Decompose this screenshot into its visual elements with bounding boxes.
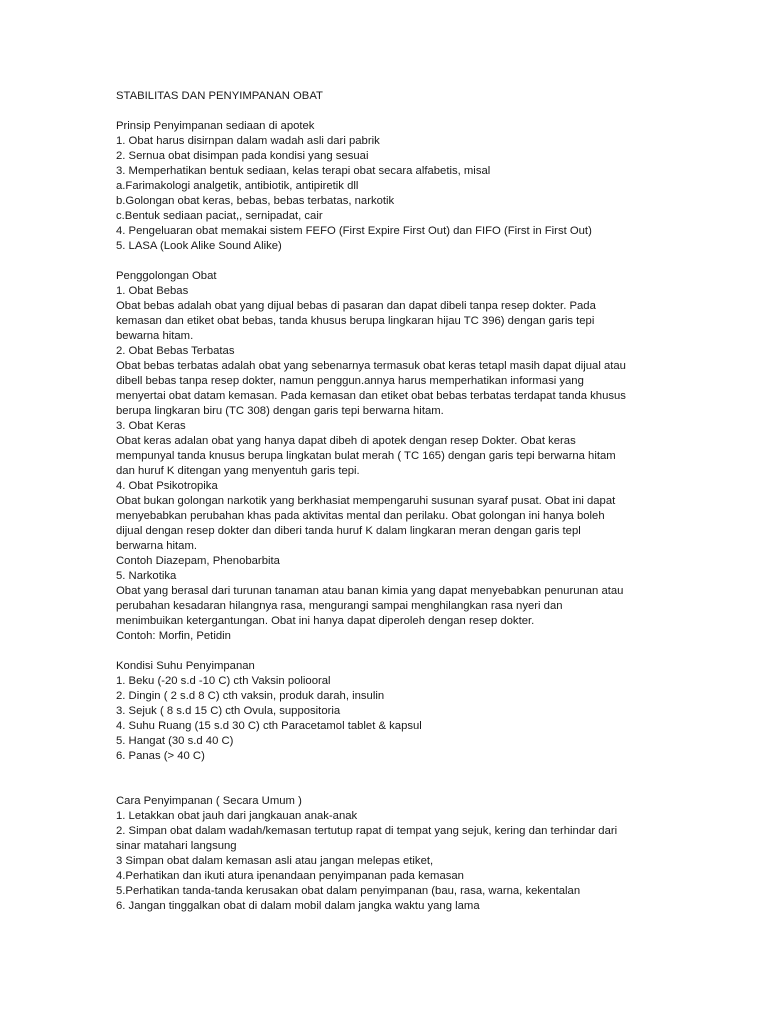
list-item: 5. LASA (Look Alike Sound Alike) [116,240,282,252]
list-item: 2. Sernua obat disimpan pada kondisi yang sesuai [116,150,369,162]
text-line: Obat bebas adalah obat yang dijual bebas di pasaran dan dapat dibeli tanpa resep dokter. Pada [116,300,596,312]
document-body [116,89,656,914]
text-line: menyertai obat datam kemasan. Pada kemasan dan etiket obat bebas terbatas terdapat tanda khusus [116,390,626,402]
text-line: Obat yang berasal dari turunan tanaman atau banan kimia yang dapat menyebabkan penurunan atau [116,585,624,597]
list-item: c.Bentuk sediaan paciat,, sernipadat, cair [116,210,323,222]
text-line: Obat bukan golongan narkotik yang berkhasiat mempengaruhi susunan syaraf pusat. Obat ini dapat [116,495,616,507]
spacer [116,254,656,269]
section-heading-penggolongan: Penggolongan Obat [116,270,217,282]
list-item: a.Farimakologi analgetik, antibiotik, antipiretik dll [116,180,359,192]
list-item: 1. Beku (-20 s.d -10 C) cth Vaksin poliooral [116,675,331,687]
spacer [116,764,656,794]
text-line: Contoh Diazepam, Phenobarbita [116,555,280,567]
text-line: Obat bebas terbatas adalah obat yang sebenarnya termasuk obat keras tetapl masih dapat dijual atau [116,360,626,372]
text-line: dijual dengan resep dokter dan diberi tanda huruf K dalam lingkaran meran dengan garis tepl [116,525,581,537]
section-heading-cara: Cara Penyimpanan ( Secara Umum ) [116,795,302,807]
document-title: STABILITAS DAN PENYIMPANAN OBAT [116,90,323,102]
text-line: kemasan dan etiket obat bebas, tanda khusus berupa lingkaran hijau TC 396) dengan garis tepi [116,315,595,327]
text-line: 4. Obat Psikotropika [116,480,218,492]
list-item: 4. Pengeluaran obat memakai sistem FEFO (First Expire First Out) dan FIFO (First in First Out) [116,225,592,237]
list-item: 1. Obat harus disirnpan dalam wadah asli dari pabrik [116,135,380,147]
list-item: 3. Sejuk ( 8 s.d 15 C) cth Ovula, suppositoria [116,705,341,717]
text-line: dan huruf K ditengan yang menyentuh garis tepi. [116,465,360,477]
section-heading-suhu: Kondisi Suhu Penyimpanan [116,660,255,672]
spacer [116,644,656,659]
text-line: berwarna hitam. [116,540,197,552]
text-line: 2. Obat Bebas Terbatas [116,345,235,357]
list-item: 5.Perhatikan tanda-tanda kerusakan obat dalam penyimpanan (bau, rasa, warna, kekentalan [116,885,581,897]
text-line: perubahan kesadaran hilangnya rasa, mengurangi sampai menghilangkan rasa nyeri dan [116,600,563,612]
text-line: menyebabkan perubahan khas pada aktivitas mental dan perilaku. Obat golongan ini hanya boleh [116,510,605,522]
list-item: sinar matahari langsung [116,840,237,852]
list-item: 6. Jangan tinggalkan obat di dalam mobil dalam jangka waktu yang lama [116,900,480,912]
list-item: 2. Dingin ( 2 s.d 8 C) cth vaksin, produk darah, insulin [116,690,385,702]
text-line: 1. Obat Bebas [116,285,189,297]
list-item: 3 Simpan obat dalam kemasan asli atau jangan melepas etiket, [116,855,434,867]
text-line: mempunyal tanda knusus berupa lingkatan bulat merah ( TC 165) dengan garis tepi berwarna hitam [116,450,616,462]
list-item: 5. Hangat (30 s.d 40 C) [116,735,234,747]
spacer [116,104,656,119]
text-line: bewarna hitam. [116,330,194,342]
list-item: 2. Simpan obat dalam wadah/kemasan tertutup rapat di tempat yang sejuk, kering dan terhindar dari [116,825,618,837]
text-line: Obat keras adalan obat yang hanya dapat dibeh di apotek dengan resep Dokter. Obat keras [116,435,576,447]
list-item: 6. Panas (> 40 C) [116,750,205,762]
text-line: berupa lingkaran biru (TC 308) dengan garis tepi berwarna hitam. [116,405,444,417]
list-item: 3. Memperhatikan bentuk sediaan, kelas terapi obat secara alfabetis, misal [116,165,491,177]
section-heading-prinsip: Prinsip Penyimpanan sediaan di apotek [116,120,315,132]
text-line: Contoh: Morfin, Petidin [116,630,231,642]
text-line: menimbuikan ketergantungan. Obat ini hanya dapat diperoleh dengan resep dokter. [116,615,535,627]
list-item: 4. Suhu Ruang (15 s.d 30 C) cth Paracetamol tablet & kapsul [116,720,422,732]
text-line: dibell bebas tanpa resep dokter, namun penggun.annya harus memperhatikan informasi yang [116,375,584,387]
list-item: b.Golongan obat keras, bebas, bebas terbatas, narkotik [116,195,395,207]
list-item: 4.Perhatikan dan ikuti atura ipenandaan penyimpanan pada kemasan [116,870,464,882]
text-line: 5. Narkotika [116,570,177,582]
text-line: 3. Obat Keras [116,420,186,432]
list-item: 1. Letakkan obat jauh dari jangkauan anak-anak [116,810,358,822]
